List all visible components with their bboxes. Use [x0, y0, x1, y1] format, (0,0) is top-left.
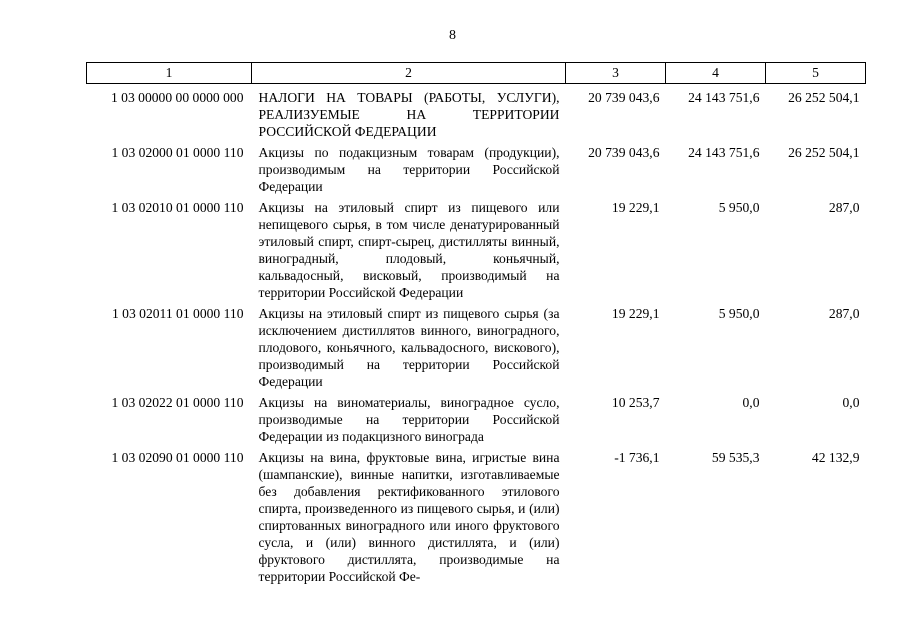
header-col-2: 2	[252, 63, 566, 84]
row-name: Акцизы на вина, фруктовые вина, игристые вина (шампанские), винные напитки, изготавливаемые без добавления ректификованного этилового спирта, произведенного из пищевого сырья, и (или) спиртованных виноградного или иного фруктового сусла, и (или) винного дистиллята, и (или) фруктового дистиллята, производимые на территории Российской Фе-	[258, 450, 560, 584]
header-col-3: 3	[566, 63, 666, 84]
row-value-col-3: 20 739 043,6	[588, 145, 660, 160]
row-value-col-4: 24 143 751,6	[688, 145, 760, 160]
row-name: Акцизы на этиловый спирт из пищевого или непищевого сырья, в том числе денатурированный этиловый спирт, спирт-сырец, дистилляты винный, виноградный, плодовый, коньячный, кальвадосный, висковый, производимый на территории Российской Федерации	[258, 200, 560, 300]
header-col-1: 1	[87, 63, 252, 84]
row-value-col-5: 42 132,9	[811, 450, 860, 465]
row-code: 1 03 02010 01 0000 110	[111, 200, 244, 215]
row-value-col-3: 10 253,7	[611, 395, 660, 410]
row-value-col-4: 5 950,0	[718, 200, 760, 215]
table-row	[87, 394, 866, 449]
row-code: 1 03 02011 01 0000 110	[111, 306, 244, 321]
header-row	[87, 63, 866, 84]
row-value-col-5: 26 252 504,1	[788, 90, 860, 105]
header-col-5: 5	[766, 63, 866, 84]
table-row	[87, 84, 866, 145]
row-value-col-4: 24 143 751,6	[688, 90, 760, 105]
table-header	[87, 63, 866, 84]
row-code: 1 03 00000 00 0000 000	[110, 90, 244, 105]
row-value-col-4: 59 535,3	[711, 450, 760, 465]
row-value-col-4: 0,0	[742, 395, 760, 410]
row-code: 1 03 02022 01 0000 110	[111, 395, 244, 410]
row-value-col-5: 287,0	[828, 306, 860, 321]
row-code: 1 03 02000 01 0000 110	[111, 145, 244, 160]
row-value-col-5: 0,0	[842, 395, 860, 410]
table-row	[87, 305, 866, 394]
table-row	[87, 144, 866, 199]
row-value-col-5: 26 252 504,1	[788, 145, 860, 160]
row-name: НАЛОГИ НА ТОВАРЫ (РАБОТЫ, УСЛУГИ), РЕАЛИЗУЕМЫЕ НА ТЕРРИТОРИИ РОССИЙСКОЙ ФЕДЕРАЦИИ	[258, 90, 560, 139]
table-row	[87, 449, 866, 589]
row-value-col-3: -1 736,1	[614, 450, 660, 465]
row-value-col-4: 5 950,0	[718, 306, 760, 321]
row-value-col-3: 20 739 043,6	[588, 90, 660, 105]
row-name: Акцизы по подакцизным товарам (продукции), производимым на территории Российской Федерации	[258, 145, 560, 194]
row-name: Акцизы на этиловый спирт из пищевого сырья (за исключением дистиллятов винного, виноградного, плодового, коньячного, кальвадосного, вискового), производимый на территории Российской Федерации	[258, 306, 560, 389]
row-value-col-3: 19 229,1	[611, 200, 660, 215]
page-number: 8	[449, 28, 456, 43]
table-body	[87, 84, 866, 590]
header-col-4: 4	[666, 63, 766, 84]
row-value-col-5: 287,0	[828, 200, 860, 215]
row-code: 1 03 02090 01 0000 110	[111, 450, 244, 465]
budget-table	[86, 62, 866, 589]
row-value-col-3: 19 229,1	[611, 306, 660, 321]
row-name: Акцизы на виноматериалы, виноградное сусло, производимые на территории Российской Федерации из подакцизного винограда	[258, 395, 560, 444]
table-row	[87, 199, 866, 305]
